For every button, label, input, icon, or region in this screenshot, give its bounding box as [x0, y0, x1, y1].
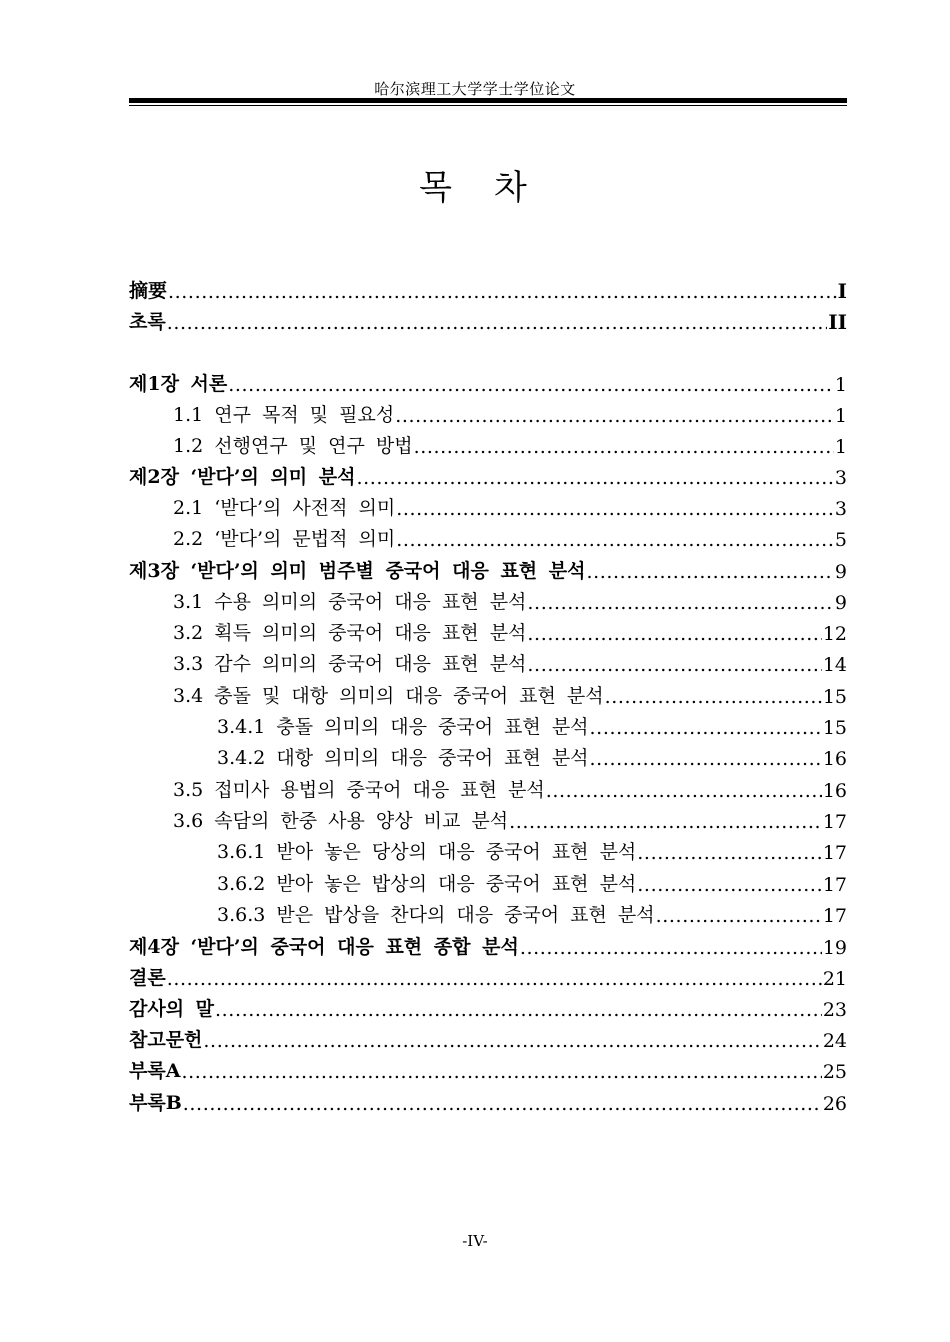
toc-entry-label: 제1장 서론 — [129, 373, 228, 395]
toc-entry-label: 3.1 수용 의미의 중국어 대응 표현 분석 — [173, 591, 527, 613]
toc-entry-page: 3 — [834, 467, 847, 489]
page-title: 목 차 — [419, 168, 531, 208]
toc-leader-dots — [527, 654, 821, 676]
toc-entry-page: 17 — [822, 905, 847, 927]
toc-entry-label: 초록 — [129, 311, 166, 333]
toc-entry-label: 2.2 ‘받다’의 문법적 의미 — [173, 528, 396, 550]
running-header: 哈尔滨理工大学学士学位论文 — [374, 80, 576, 98]
toc-entry-page: 15 — [822, 717, 847, 739]
toc-entry — [129, 553, 847, 583]
toc-leader-dots — [167, 968, 822, 990]
toc-leader-dots — [586, 561, 833, 583]
toc-leader-dots — [395, 405, 834, 427]
toc-entry-page: Ⅰ — [837, 279, 847, 303]
toc-entry-label: 1.1 연구 목적 및 필요성 — [173, 404, 395, 426]
toc-entry-label: 제2장 ‘받다’의 의미 분석 — [129, 466, 356, 488]
toc-entry-label: 감사의 말 — [129, 998, 215, 1020]
toc-leader-dots — [656, 905, 822, 927]
toc-leader-dots — [396, 529, 834, 551]
toc-entry-page: 23 — [822, 999, 847, 1021]
toc-entry-label: 3.6.2 받아 놓은 밥상의 대응 중국어 표현 분석 — [217, 873, 637, 895]
toc-entry-label: 1.2 선행연구 및 연구 방법 — [173, 435, 413, 457]
toc-entry-page: 26 — [822, 1093, 847, 1115]
toc-entry-page: 5 — [834, 529, 847, 551]
toc-entry — [129, 1085, 847, 1115]
toc-entry — [129, 646, 847, 676]
toc-entry-page: 14 — [822, 654, 847, 676]
toc-entry — [129, 490, 847, 520]
toc-entry — [129, 397, 847, 427]
toc-entry-page: 12 — [822, 623, 847, 645]
toc-entry-label: 3.6.3 받은 밥상을 찬다의 대응 중국어 표현 분석 — [217, 904, 655, 926]
toc-entry-page: 1 — [834, 436, 847, 458]
toc-leader-dots — [183, 1093, 822, 1115]
toc-leader-dots — [520, 937, 822, 959]
toc-leader-dots — [168, 281, 837, 303]
toc-entry-page: 21 — [822, 968, 847, 990]
toc-entry — [129, 866, 847, 896]
toc-entry — [129, 991, 847, 1021]
toc-entry-page: 15 — [822, 686, 847, 708]
toc-entry — [129, 709, 847, 739]
toc-leader-dots — [509, 811, 822, 833]
toc-entry-page: 19 — [822, 937, 847, 959]
toc-leader-dots — [203, 1030, 821, 1052]
toc-entry-label: 3.2 획득 의미의 중국어 대응 표현 분석 — [173, 622, 527, 644]
toc-entry — [129, 615, 847, 645]
toc-entry — [129, 304, 847, 334]
toc-leader-dots — [414, 436, 834, 458]
toc-entry-page: II — [828, 310, 847, 334]
toc-entry-page: 3 — [834, 498, 847, 520]
toc-leader-dots — [396, 498, 834, 520]
toc-entry-page: 25 — [822, 1061, 847, 1083]
toc-entry — [129, 1022, 847, 1052]
toc-entry — [129, 834, 847, 864]
toc-entry-page: 9 — [834, 592, 847, 614]
toc-entry-page: 24 — [822, 1030, 847, 1052]
toc-entry-page: 17 — [822, 874, 847, 896]
toc-entry — [129, 740, 847, 770]
toc-leader-dots — [215, 999, 822, 1021]
toc-leader-dots — [637, 874, 822, 896]
toc-entry-page: 9 — [834, 561, 847, 583]
toc-entry — [129, 960, 847, 990]
toc-entry — [129, 521, 847, 551]
toc-entry — [129, 803, 847, 833]
toc-leader-dots — [605, 686, 822, 708]
toc-entry-label: 부록B — [129, 1092, 182, 1114]
toc-entry — [129, 772, 847, 802]
toc-entry-page: 1 — [834, 405, 847, 427]
toc-leader-dots — [181, 1061, 821, 1083]
toc-entry-label: 3.4.1 충돌 의미의 대응 중국어 표현 분석 — [217, 716, 589, 738]
toc-leader-dots — [527, 623, 821, 645]
toc-leader-dots — [637, 842, 822, 864]
toc-leader-dots — [546, 780, 822, 802]
toc-entry-label: 결론 — [129, 967, 166, 989]
toc-entry — [129, 366, 847, 396]
toc-entry — [129, 273, 847, 303]
toc-entry — [129, 428, 847, 458]
toc-entry-page: 17 — [822, 811, 847, 833]
toc-entry — [129, 584, 847, 614]
toc-entry — [129, 929, 847, 959]
header-rule-thin — [129, 105, 847, 106]
toc-entry-label: 摘要 — [129, 280, 168, 302]
toc-entry-label: 3.4.2 대항 의미의 대응 중국어 표현 분석 — [217, 747, 589, 769]
page-number: -IV- — [462, 1232, 488, 1250]
toc-leader-dots — [356, 467, 833, 489]
header-rule-thick — [129, 98, 847, 103]
toc-entry-page: 16 — [822, 748, 847, 770]
toc-leader-dots — [228, 374, 834, 396]
toc-entry-label: 3.6.1 받아 놓은 당상의 대응 중국어 표현 분석 — [217, 841, 637, 863]
toc-entry-page: 1 — [834, 374, 847, 396]
toc-entry-label: 2.1 ‘받다’의 사전적 의미 — [173, 497, 396, 519]
toc-entry-label: 제3장 ‘받다’의 의미 범주별 중국어 대응 표현 분석 — [129, 560, 586, 582]
toc-entry-label: 3.4 충돌 및 대항 의미의 대응 중국어 표현 분석 — [173, 685, 604, 707]
toc-entry — [129, 897, 847, 927]
toc-entry-label: 참고문헌 — [129, 1029, 203, 1051]
toc-leader-dots — [527, 592, 833, 614]
toc-entry-label: 제4장 ‘받다’의 중국어 대응 표현 종합 분석 — [129, 936, 519, 958]
toc-entry-page: 17 — [822, 842, 847, 864]
toc-entry-label: 부록A — [129, 1060, 181, 1082]
toc-entry — [129, 1053, 847, 1083]
toc-entry-label: 3.6 속담의 한중 사용 양상 비교 분석 — [173, 810, 509, 832]
toc-leader-dots — [590, 717, 822, 739]
toc-leader-dots — [590, 748, 822, 770]
toc-entry-label: 3.5 접미사 용법의 중국어 대응 표현 분석 — [173, 779, 545, 801]
toc-entry-page: 16 — [822, 780, 847, 802]
toc-entry — [129, 678, 847, 708]
toc-entry — [129, 459, 847, 489]
toc-entry-label: 3.3 감수 의미의 중국어 대응 표현 분석 — [173, 653, 527, 675]
toc-leader-dots — [167, 312, 828, 334]
